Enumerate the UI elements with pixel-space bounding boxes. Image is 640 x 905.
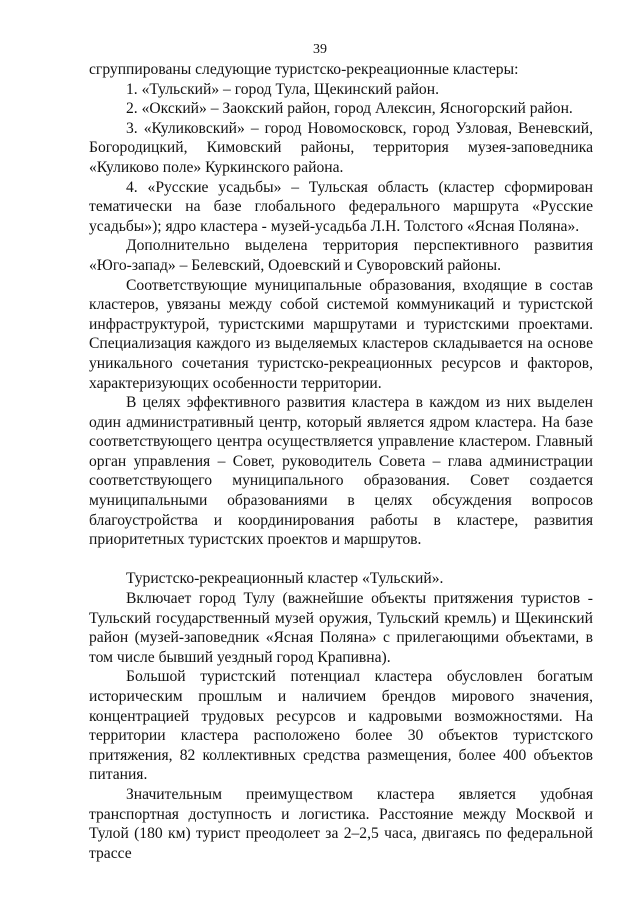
document-body bbox=[89, 60, 593, 863]
paragraph-yugo-zapad: Дополнительно выделена территория перспективного развития «Юго-запад» – Белевский, Одоевский и Суворовский районы. bbox=[89, 237, 593, 274]
paragraph-tulsky-potential: Большой туристский потенциал кластера обусловлен богатым историческим прошлым и наличием брендов мирового значения, концентрацией трудовых ресурсов и кадровыми возможностями. На территории кластера расположено более 30 объектов туристского притяжения, 82 коллективных средства размещения, более 400 объектов питания. bbox=[89, 668, 593, 784]
cluster-item-russkie-usadby: 4. «Русские усадьбы» – Тульская область (кластер сформирован тематически на базе глобального федерального маршрута «Русские усадьбы»); ядро кластера - музей-усадьба Л.Н. Толстого «Ясная Поляна». bbox=[89, 178, 593, 235]
paragraph-tulsky-transport: Значительным преимуществом кластера является удобная транспортная доступность и логистика. Расстояние между Москвой и Тулой (180 км) турист преодолеет за 2–2,5 часа, двигаясь по федеральной трассе bbox=[89, 785, 593, 862]
section-heading-tulsky: Туристско-рекреационный кластер «Тульский». bbox=[126, 570, 444, 588]
page-number: 39 bbox=[313, 42, 327, 57]
paragraph-municipalities: Соответствующие муниципальные образования, входящие в состав кластеров, увязаны между собой системой коммуникаций и туристской инфраструктурой, туристскими маршрутами и туристскими проектами. Специализация каждого из выделяемых кластеров складывается на основе уникального сочетания туристско-рекреационных ресурсов и факторов, характеризующих особенности территории. bbox=[89, 276, 593, 392]
cluster-item-kulikovsky: 3. «Куликовский» – город Новомосковск, город Узловая, Веневский, Богородицкий, Кимовский районы, территория музея-заповедника «Куликово поле» Куркинского района. bbox=[89, 119, 593, 176]
blank-line bbox=[89, 550, 593, 570]
cluster-item-tulsky: 1. «Тульский» – город Тула, Щекинский район. bbox=[126, 80, 439, 98]
paragraph-tulsky-includes: Включает город Тулу (важнейшие объекты притяжения туристов - Тульский государственный музей оружия, Тульский кремль) и Щекинский район (музей-заповедник «Ясная Поляна» с прилегающими объектами, в том числе бывший уездный город Крапивна). bbox=[89, 590, 593, 666]
paragraph-intro: сгруппированы следующие туристско-рекреационные кластеры: bbox=[89, 61, 519, 78]
cluster-item-oksky: 2. «Окский» – Заокский район, город Алексин, Ясногорский район. bbox=[126, 100, 573, 118]
paragraph-management: В целях эффективного развития кластера в каждом из них выделен один административный центр, который является ядром кластера. На базе соответствующего центра осуществляется управление кластером. Главный орган управления – Совет, руководитель Совета – глава администрации соответствующего муниципального образования. Совет создается муниципальными образованиями в целях обсуждения вопросов благоустройства и координирования работы в кластере, развития приоритетных туристских проектов и маршрутов. bbox=[89, 394, 593, 549]
